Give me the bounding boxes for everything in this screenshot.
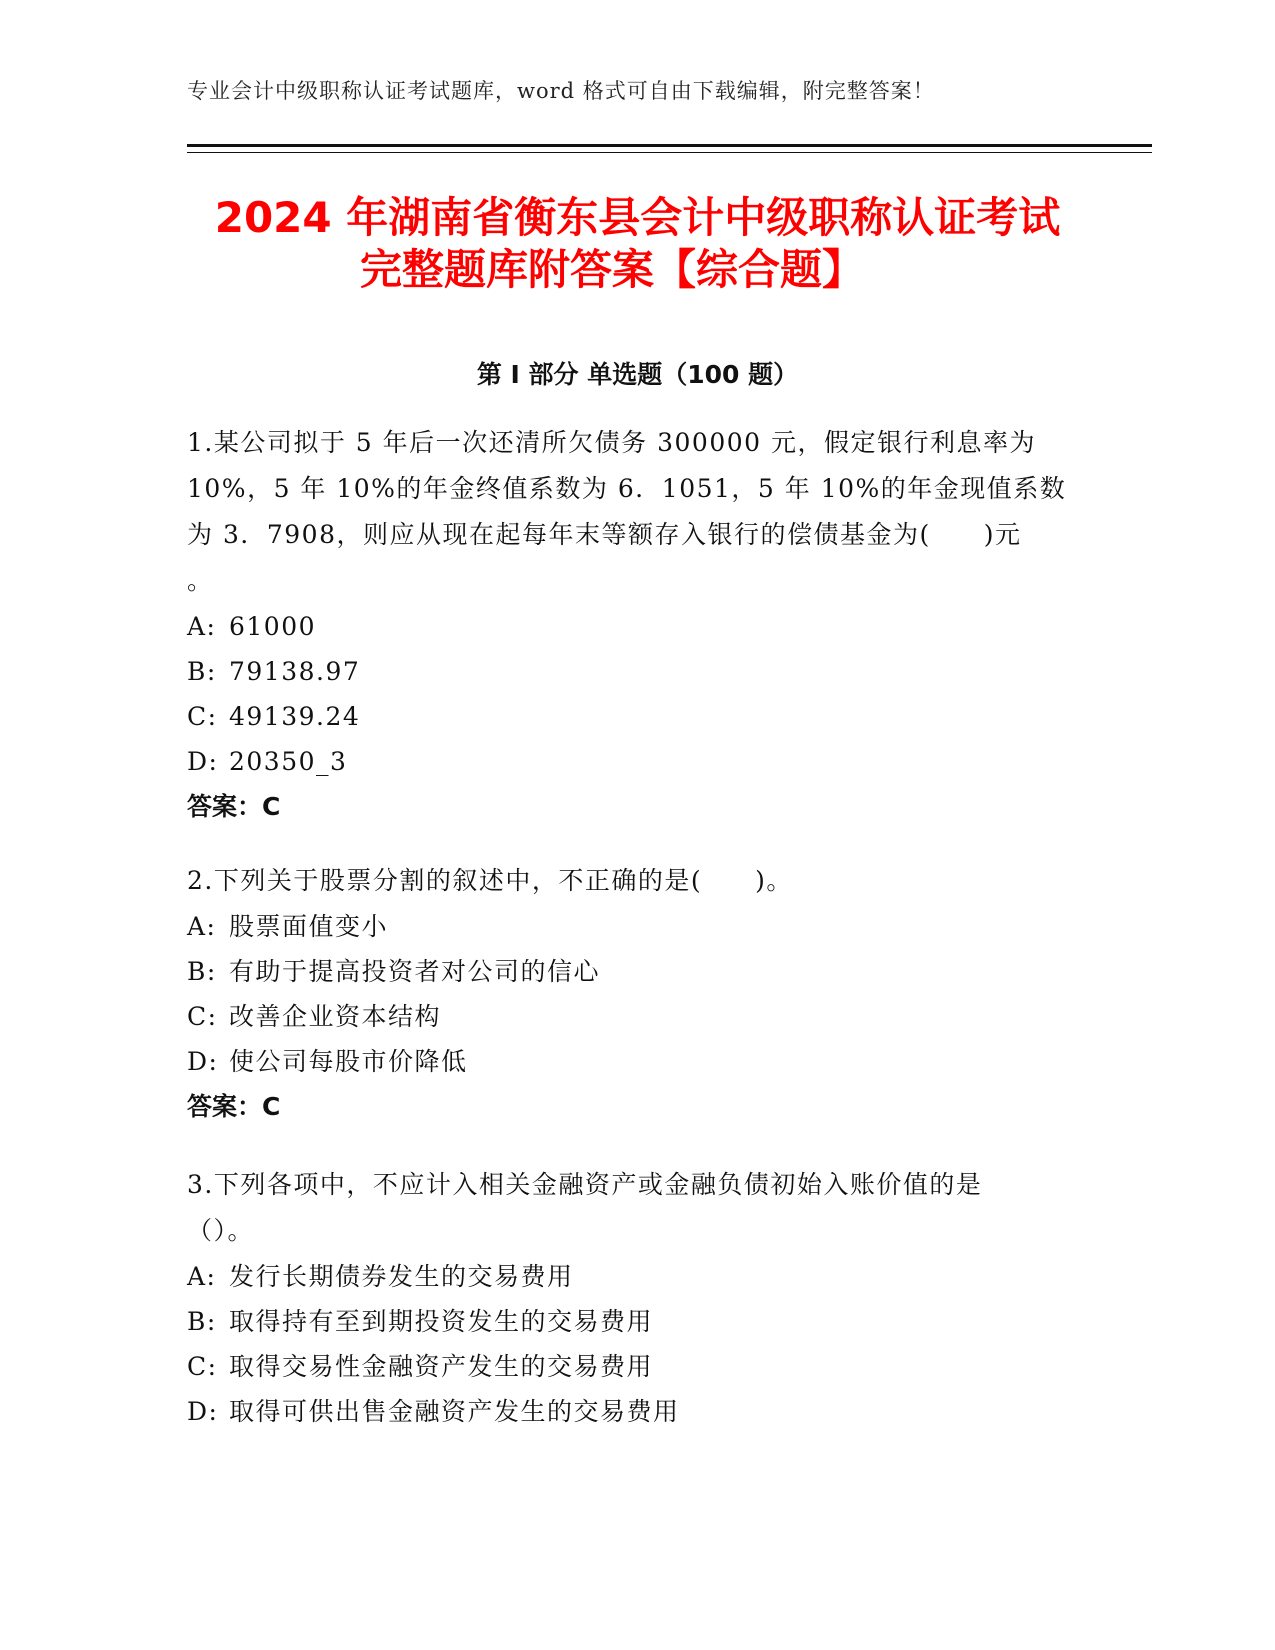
question-1 xyxy=(187,420,1067,830)
question-stem-line: 1.某公司拟于 5 年后一次还清所欠债务 300000 元，假定银行利息率为 xyxy=(187,428,1036,457)
option-text: 79138.97 xyxy=(229,657,361,686)
section-heading: 第 I 部分 单选题（100 题） xyxy=(476,360,799,389)
option-text: 有助于提高投资者对公司的信心 xyxy=(229,957,601,986)
option-label: D: xyxy=(187,1397,219,1426)
option-text: 改善企业资本结构 xyxy=(229,1002,442,1031)
header-rule-thin xyxy=(187,152,1152,153)
option-label: D: xyxy=(187,1047,219,1076)
option-d xyxy=(187,739,1067,784)
option-text: 取得交易性金融资产发生的交易费用 xyxy=(229,1352,654,1381)
question-3 xyxy=(187,1162,1067,1434)
question-stem-line: 3.下列各项中，不应计入相关金融资产或金融负债初始入账价值的是 xyxy=(187,1170,983,1199)
option-label: C: xyxy=(187,1352,218,1381)
option-text: 使公司每股市价降低 xyxy=(229,1047,468,1076)
option-b xyxy=(187,949,1067,994)
header-note: 专业会计中级职称认证考试题库，word 格式可自由下载编辑，附完整答案！ xyxy=(187,79,935,103)
option-a xyxy=(187,604,1067,649)
option-text: 20350_3 xyxy=(229,747,348,776)
question-stem-line: （）。 xyxy=(187,1216,255,1245)
option-c xyxy=(187,1344,1067,1389)
option-c xyxy=(187,694,1067,739)
option-d xyxy=(187,1389,1067,1434)
option-label: B: xyxy=(187,957,217,986)
question-stem-line: 为 3．7908，则应从现在起每年末等额存入银行的偿债基金为( )元 xyxy=(187,520,1022,549)
option-text: 49139.24 xyxy=(229,702,361,731)
option-label: B: xyxy=(187,1307,217,1336)
answer: 答案：C xyxy=(187,792,281,821)
question-stem-line: 10%，5 年 10%的年金终值系数为 6．1051，5 年 10%的年金现值系数 xyxy=(187,474,1067,503)
answer: 答案：C xyxy=(187,1092,281,1121)
option-text: 61000 xyxy=(229,612,317,641)
option-c xyxy=(187,994,1067,1039)
question-2 xyxy=(187,858,1067,1130)
option-label: A: xyxy=(187,912,217,941)
option-b xyxy=(187,1299,1067,1344)
option-text: 取得持有至到期投资发生的交易费用 xyxy=(229,1307,654,1336)
option-a xyxy=(187,1254,1067,1299)
question-stem-line: 2.下列关于股票分割的叙述中，不正确的是( )。 xyxy=(187,866,793,895)
option-b xyxy=(187,649,1067,694)
header-rule-thick xyxy=(187,144,1152,147)
option-text: 股票面值变小 xyxy=(229,912,389,941)
title-line-1: 2024 年湖南省衡东县会计中级职称认证考试 xyxy=(214,193,1061,242)
title-line-2: 完整题库附答案【综合题】 xyxy=(360,245,865,294)
option-label: C: xyxy=(187,1002,218,1031)
option-label: A: xyxy=(187,612,217,641)
option-d xyxy=(187,1039,1067,1084)
question-stem-line: 。 xyxy=(187,566,214,595)
option-text: 取得可供出售金融资产发生的交易费用 xyxy=(229,1397,680,1426)
document-title xyxy=(150,192,1125,296)
option-label: B: xyxy=(187,657,217,686)
option-label: C: xyxy=(187,702,218,731)
option-a xyxy=(187,904,1067,949)
option-label: D: xyxy=(187,747,219,776)
option-text: 发行长期债券发生的交易费用 xyxy=(229,1262,574,1291)
option-label: A: xyxy=(187,1262,217,1291)
